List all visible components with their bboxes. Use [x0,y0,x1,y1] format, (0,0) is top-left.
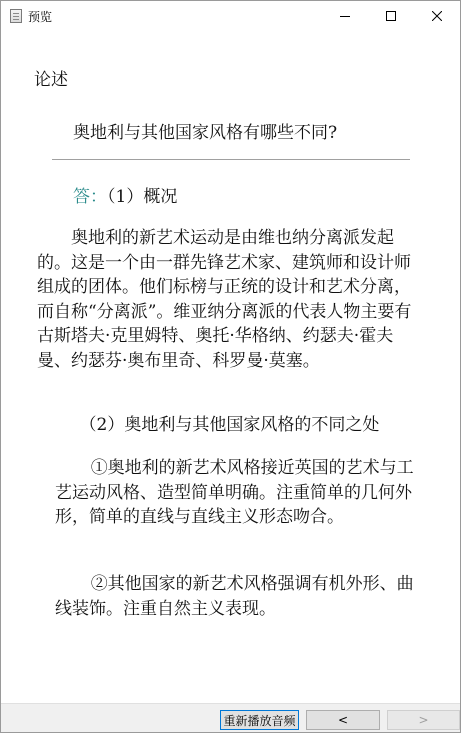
paragraph-point-1: ①奥地利的新艺术风格接近英国的艺术与工艺运动风格、造型简单明确。注重简单的几何外形，简单的直线与直线主义形态吻合。 [55,458,414,527]
section-heading: 论述 [34,70,68,90]
divider [52,159,410,160]
bottom-toolbar [1,703,460,732]
window-title: 预览 [28,9,53,24]
paragraph-subheading: （2）奥地利与其他国家风格的不同之处 [79,415,380,435]
paragraph-point-2: ②其他国家的新艺术风格强调有机外形、曲线装饰。注重自然主义表现。 [55,574,414,619]
maximize-button[interactable] [368,1,414,31]
answer-intro: （1）概况 [107,187,178,207]
previous-button[interactable]: < [306,710,380,730]
document-icon [10,9,22,23]
replay-audio-button[interactable]: 重新播放音频 [220,710,299,730]
title-bar [1,1,460,31]
content-area [1,31,460,704]
close-button[interactable] [414,1,460,31]
paragraph-overview: 奥地利的新艺术运动是由维也纳分离派发起的。这是一个由一群先锋艺术家、建筑师和设计师组成的团体。他们标榜与正统的设计和艺术分离，而自称“分离派”。维亚纳分离派的代表人物主要有古斯塔夫·克里姆特、奥托·华格纳、约瑟夫·霍夫曼、约瑟芬·奥布里奇、科罗曼·莫塞。 [37,228,412,371]
close-icon [432,11,442,21]
question-text: 奥地利与其他国家风格有哪些不同? [73,123,338,143]
maximize-icon [386,11,396,21]
minimize-icon [340,11,350,21]
minimize-button[interactable] [322,1,368,31]
answer-line [73,182,177,207]
next-button[interactable]: > [387,710,460,730]
answer-label: 答： [73,187,107,207]
